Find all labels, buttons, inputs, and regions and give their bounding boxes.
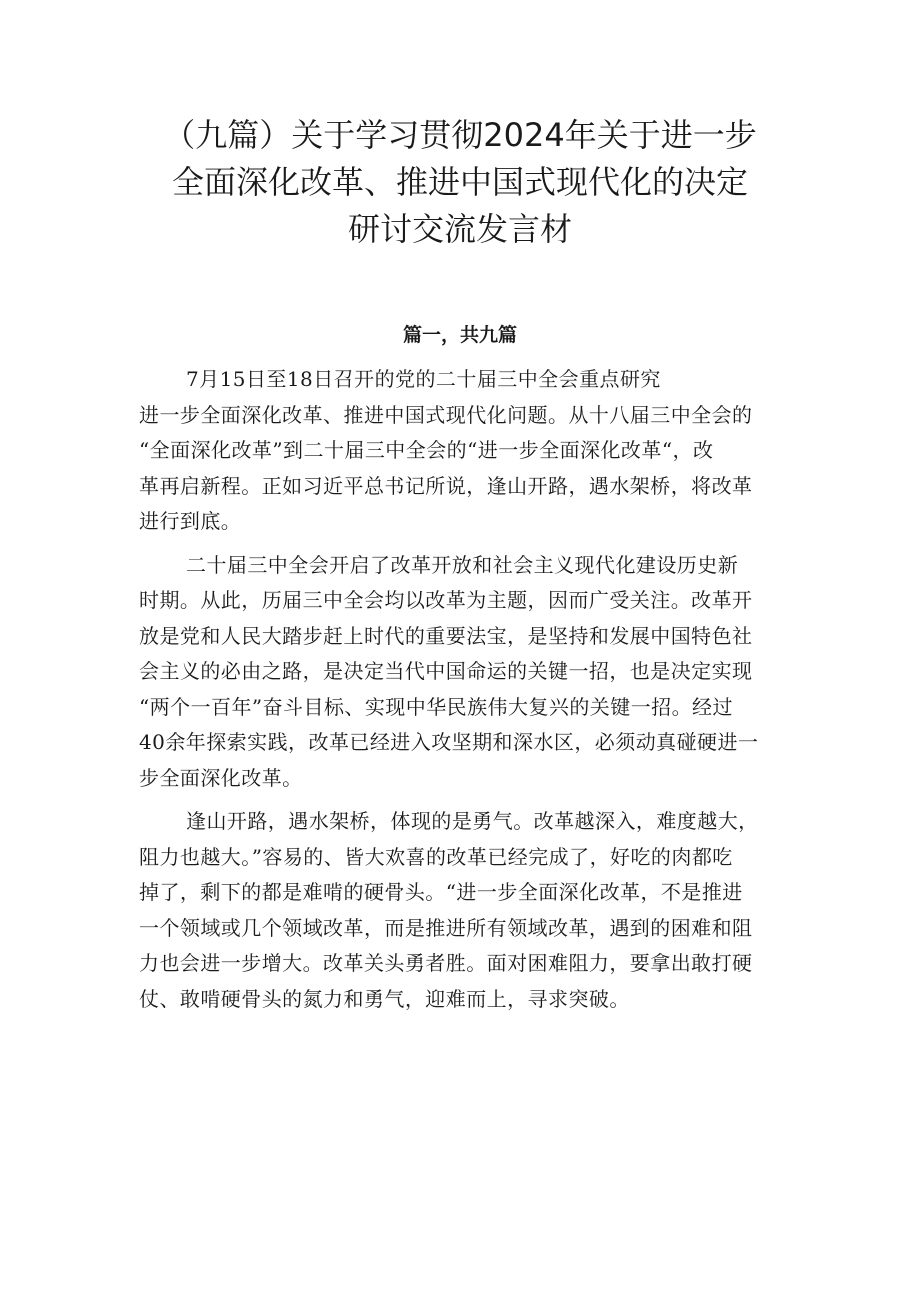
- text-line: 仗、敢啃硬骨头的氮力和勇气，迎难而上，寻求突破。: [139, 986, 630, 1011]
- text-line: 放是党和人民大踏步赶上时代的重要法宝，是坚持和发展中国特色社: [139, 623, 753, 648]
- paragraph-3: [139, 804, 785, 1017]
- text-line: “两个一百年”奋斗目标、实现中华民族伟大复兴的关键一招。经过: [139, 694, 733, 719]
- text-line: 掉了，剩下的都是难啃的硬骨头。“进一步全面深化改革，不是推进: [139, 880, 743, 904]
- document-body: [139, 362, 785, 1017]
- text-line: “全面深化改革”到二十届三中全会的“进一步全面深化改革“，改: [139, 438, 714, 462]
- text-line: 阻力也越大。”容易的、皆大欢喜的改革已经完成了，好吃的肉都吃: [139, 844, 733, 869]
- text-line: 进一步全面深化改革、推进中国式现代化问题。从十八届三中全会的: [139, 402, 753, 427]
- document-title: [100, 112, 820, 253]
- text-line: 逢山开路，遇水架桥，体现的是勇气。改革越深入，难度越大，: [186, 809, 759, 833]
- title-line: 全面深化改革、推进中国式现代化的决定: [171, 163, 748, 201]
- paragraph-1: [139, 362, 785, 540]
- text-line: 进行到底。: [139, 509, 242, 533]
- text-line: 一个领域或几个领域改革，而是推进所有领域改革，遇到的困难和阻: [139, 915, 753, 940]
- text-line: 革再启新程。正如习近平总书记所说，逢山开路，遇水架桥，将改革: [139, 473, 753, 498]
- text-line: 会主义的必由之路，是决定当代中国命运的关键一招，也是决定实现: [139, 659, 753, 683]
- title-line: 研讨交流发言材: [347, 210, 572, 248]
- text-line: 二十届三中全会开启了改革开放和社会主义现代化建设历史新: [186, 552, 739, 577]
- text-line: 7月15日至18日召开的党的二十届三中全会重点研究: [186, 367, 661, 391]
- text-line: 时期。从此，历届三中全会均以改革为主题，因而广受关注。改革开: [139, 588, 753, 612]
- text-line: 40余年探索实践，改革已经进入攻坚期和深水区，必须动真碰硬进一: [139, 730, 759, 754]
- paragraph-2: [139, 548, 785, 797]
- section-heading: 篇一，共九篇: [402, 324, 517, 346]
- text-line: 步全面深化改革。: [139, 765, 303, 790]
- text-line: 力也会进一步增大。改革关头勇者胜。面对困难阻力，要拿出敢打硬: [139, 951, 753, 975]
- title-line: （九篇）关于学习贯彻2024年关于进一步: [163, 116, 757, 154]
